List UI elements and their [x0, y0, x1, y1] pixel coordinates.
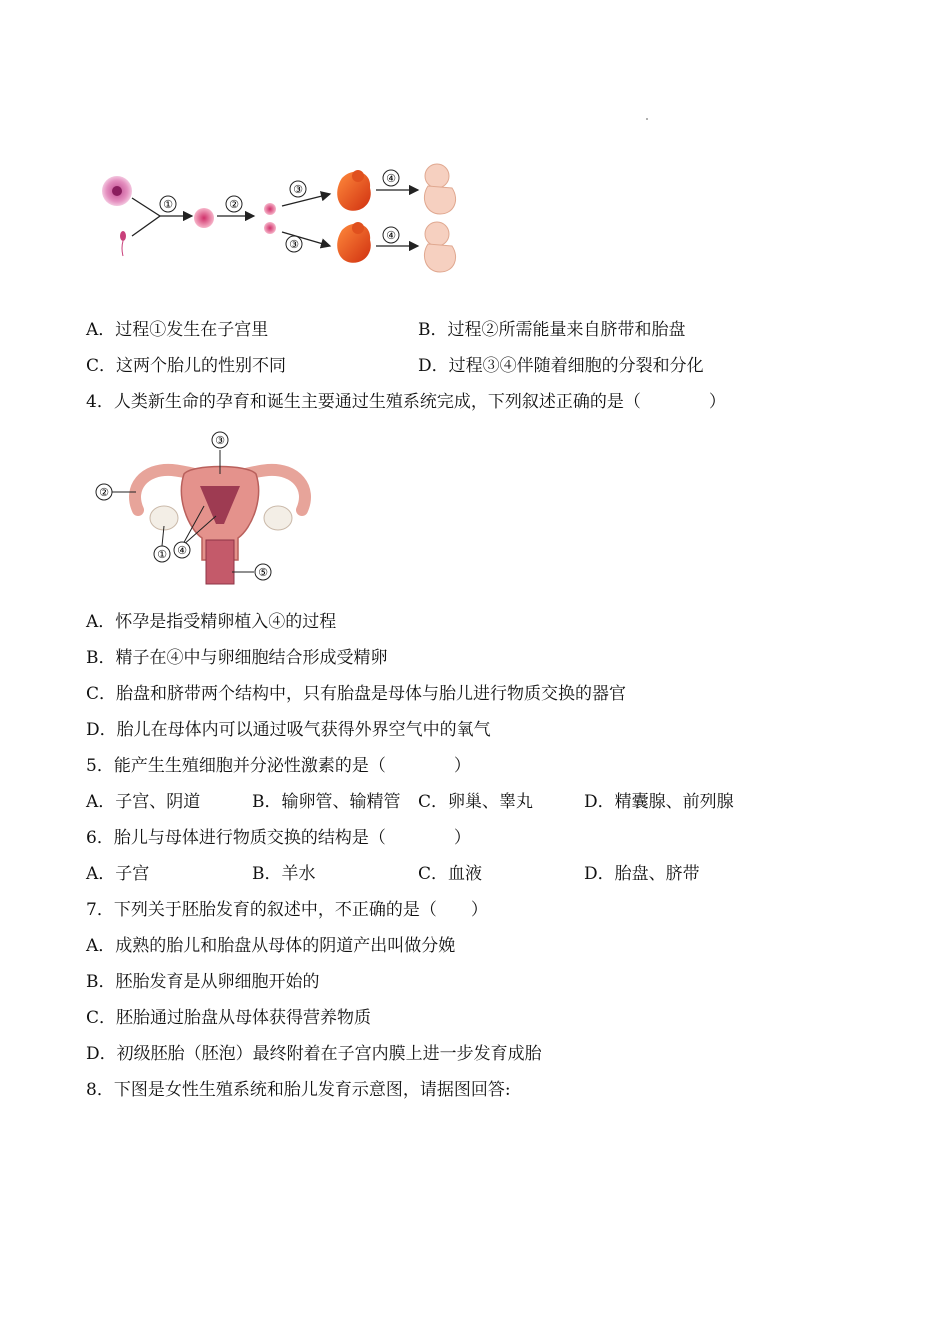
label-structure-2: ②	[99, 486, 109, 499]
zygote-image	[194, 208, 214, 228]
fetus-image-bottom	[424, 222, 455, 272]
label-process-4-bottom: ④	[386, 229, 396, 242]
q7-option-b: B．胚胎发育是从卵细胞开始的	[86, 972, 320, 992]
sperm-image	[120, 231, 126, 256]
q7-stem: 7．下列关于胚胎发育的叙述中，不正确的是（ ）	[86, 900, 488, 920]
q8-stem: 8．下图是女性生殖系统和胎儿发育示意图，请据图回答:	[86, 1080, 511, 1100]
split-cell-bottom	[264, 222, 276, 234]
q6-stem: 6．胎儿与母体进行物质交换的结构是（ ）	[86, 828, 471, 848]
q6-option-a: A．子宫	[86, 864, 150, 884]
stray-dot	[646, 118, 648, 120]
q3-option-a: A．过程①发生在子宫里	[86, 320, 269, 340]
q7-option-a: A．成熟的胎儿和胎盘从母体的阴道产出叫做分娩	[86, 936, 456, 956]
female-reproductive-system-figure	[92, 428, 322, 588]
label-structure-4: ④	[177, 544, 187, 557]
label-process-2: ②	[229, 198, 239, 211]
merge-lines	[132, 198, 160, 236]
label-process-1: ①	[163, 198, 173, 211]
q3-option-c: C．这两个胎儿的性别不同	[86, 356, 287, 376]
label-process-3-bottom: ③	[289, 238, 299, 251]
q5-option-a: A．子宫、阴道	[86, 792, 201, 812]
vagina	[206, 540, 234, 584]
q6-option-c: C．血液	[418, 864, 483, 884]
q4-option-d: D．胎儿在母体内可以通过吸气获得外界空气中的氧气	[86, 720, 491, 740]
label-process-4-top: ④	[386, 172, 396, 185]
q4-option-c: C．胎盘和脐带两个结构中，只有胎盘是母体与胎儿进行物质交换的器官	[86, 684, 627, 704]
embryo-image-top	[337, 170, 371, 211]
arrow-3-top	[282, 194, 330, 206]
q5-option-b: B．输卵管、输精管	[252, 792, 401, 812]
label-structure-5: ⑤	[258, 566, 268, 579]
q7-option-d: D．初级胚胎（胚泡）最终附着在子宫内膜上进一步发育成胎	[86, 1044, 542, 1064]
ovary-right	[264, 506, 292, 530]
label-structure-1: ①	[157, 548, 167, 561]
q6-option-b: B．羊水	[252, 864, 316, 884]
egg-cell-image	[102, 176, 132, 206]
q4-option-a: A．怀孕是指受精卵植入④的过程	[86, 612, 337, 632]
label-structure-3: ③	[215, 434, 225, 447]
q5-stem: 5．能产生生殖细胞并分泌性激素的是（ ）	[86, 756, 471, 776]
q4-option-b: B．精子在④中与卵细胞结合形成受精卵	[86, 648, 388, 668]
fetus-image-top	[424, 164, 455, 214]
embryo-image-bottom	[337, 222, 371, 263]
label-process-3-top: ③	[293, 183, 303, 196]
q4-stem: 4．人类新生命的孕育和诞生主要通过生殖系统完成，下列叙述正确的是（ ）	[86, 392, 726, 412]
q6-option-d: D．胎盘、脐带	[584, 864, 700, 884]
q3-option-b: B．过程②所需能量来自脐带和胎盘	[418, 320, 686, 340]
q5-option-d: D．精囊腺、前列腺	[584, 792, 734, 812]
q5-option-c: C．卵巢、睾丸	[418, 792, 534, 812]
split-cell-top	[264, 203, 276, 215]
q3-option-d: D．过程③④伴随着细胞的分裂和分化	[418, 356, 704, 376]
q7-option-c: C．胚胎通过胎盘从母体获得营养物质	[86, 1008, 372, 1028]
development-process-figure	[92, 158, 472, 288]
